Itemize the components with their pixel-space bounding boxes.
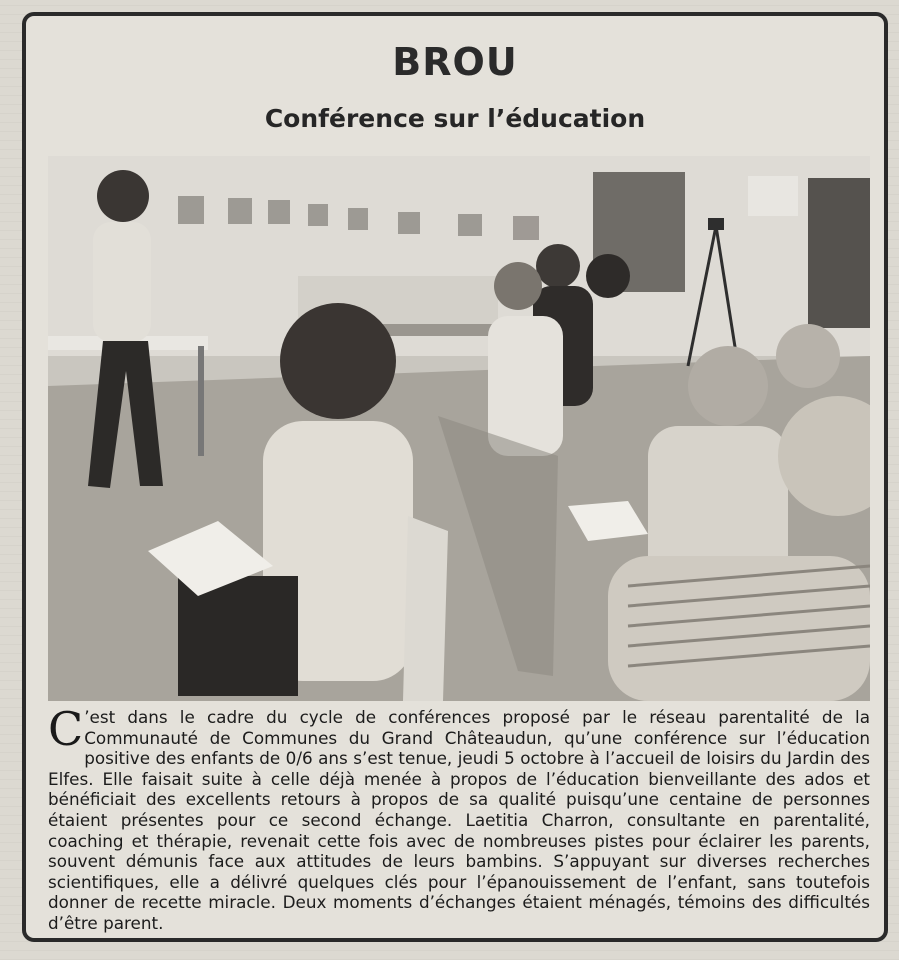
region-title: BROU xyxy=(392,40,518,84)
article-box xyxy=(22,12,888,942)
article-photo xyxy=(48,156,870,701)
article-body xyxy=(48,702,870,934)
article-headline: Conférence sur l’éducation xyxy=(264,104,646,133)
drop-cap: C xyxy=(48,702,84,756)
conference-photo-illustration xyxy=(48,156,870,701)
article-body-text: ’est dans le cadre du cycle de conférences proposé par le réseau parentalité de la Communauté de Communes du Grand Châteaudun, qu’une conférence sur l’éducation positive des enfants de 0/6 ans s’est tenue, jeudi 5 octobre à l’accueil de loisirs du Jardin des Elfes. Elle faisait suite à celle déjà menée à propos de l’éducation bienveillante des ados et bénéficiait des excellents retours à propos de sa qualité puisqu’une centaine de personnes étaient présentes pour ce second échange. Laetitia Charron, consultante en parentalité, coaching et thérapie, revenait cette fois avec de nombreuses pistes pour éclairer les parents, souvent démunis face aux attitudes de leurs bambins. S’appuyant sur diverses recherches scientifiques, elle a délivré quelques clés pour l’épanouissement de l’enfant, sans toutefois donner de recette miracle. Deux moments d’échanges étaient ménagés, témoins des difficultés d’être parent. xyxy=(48,707,870,933)
